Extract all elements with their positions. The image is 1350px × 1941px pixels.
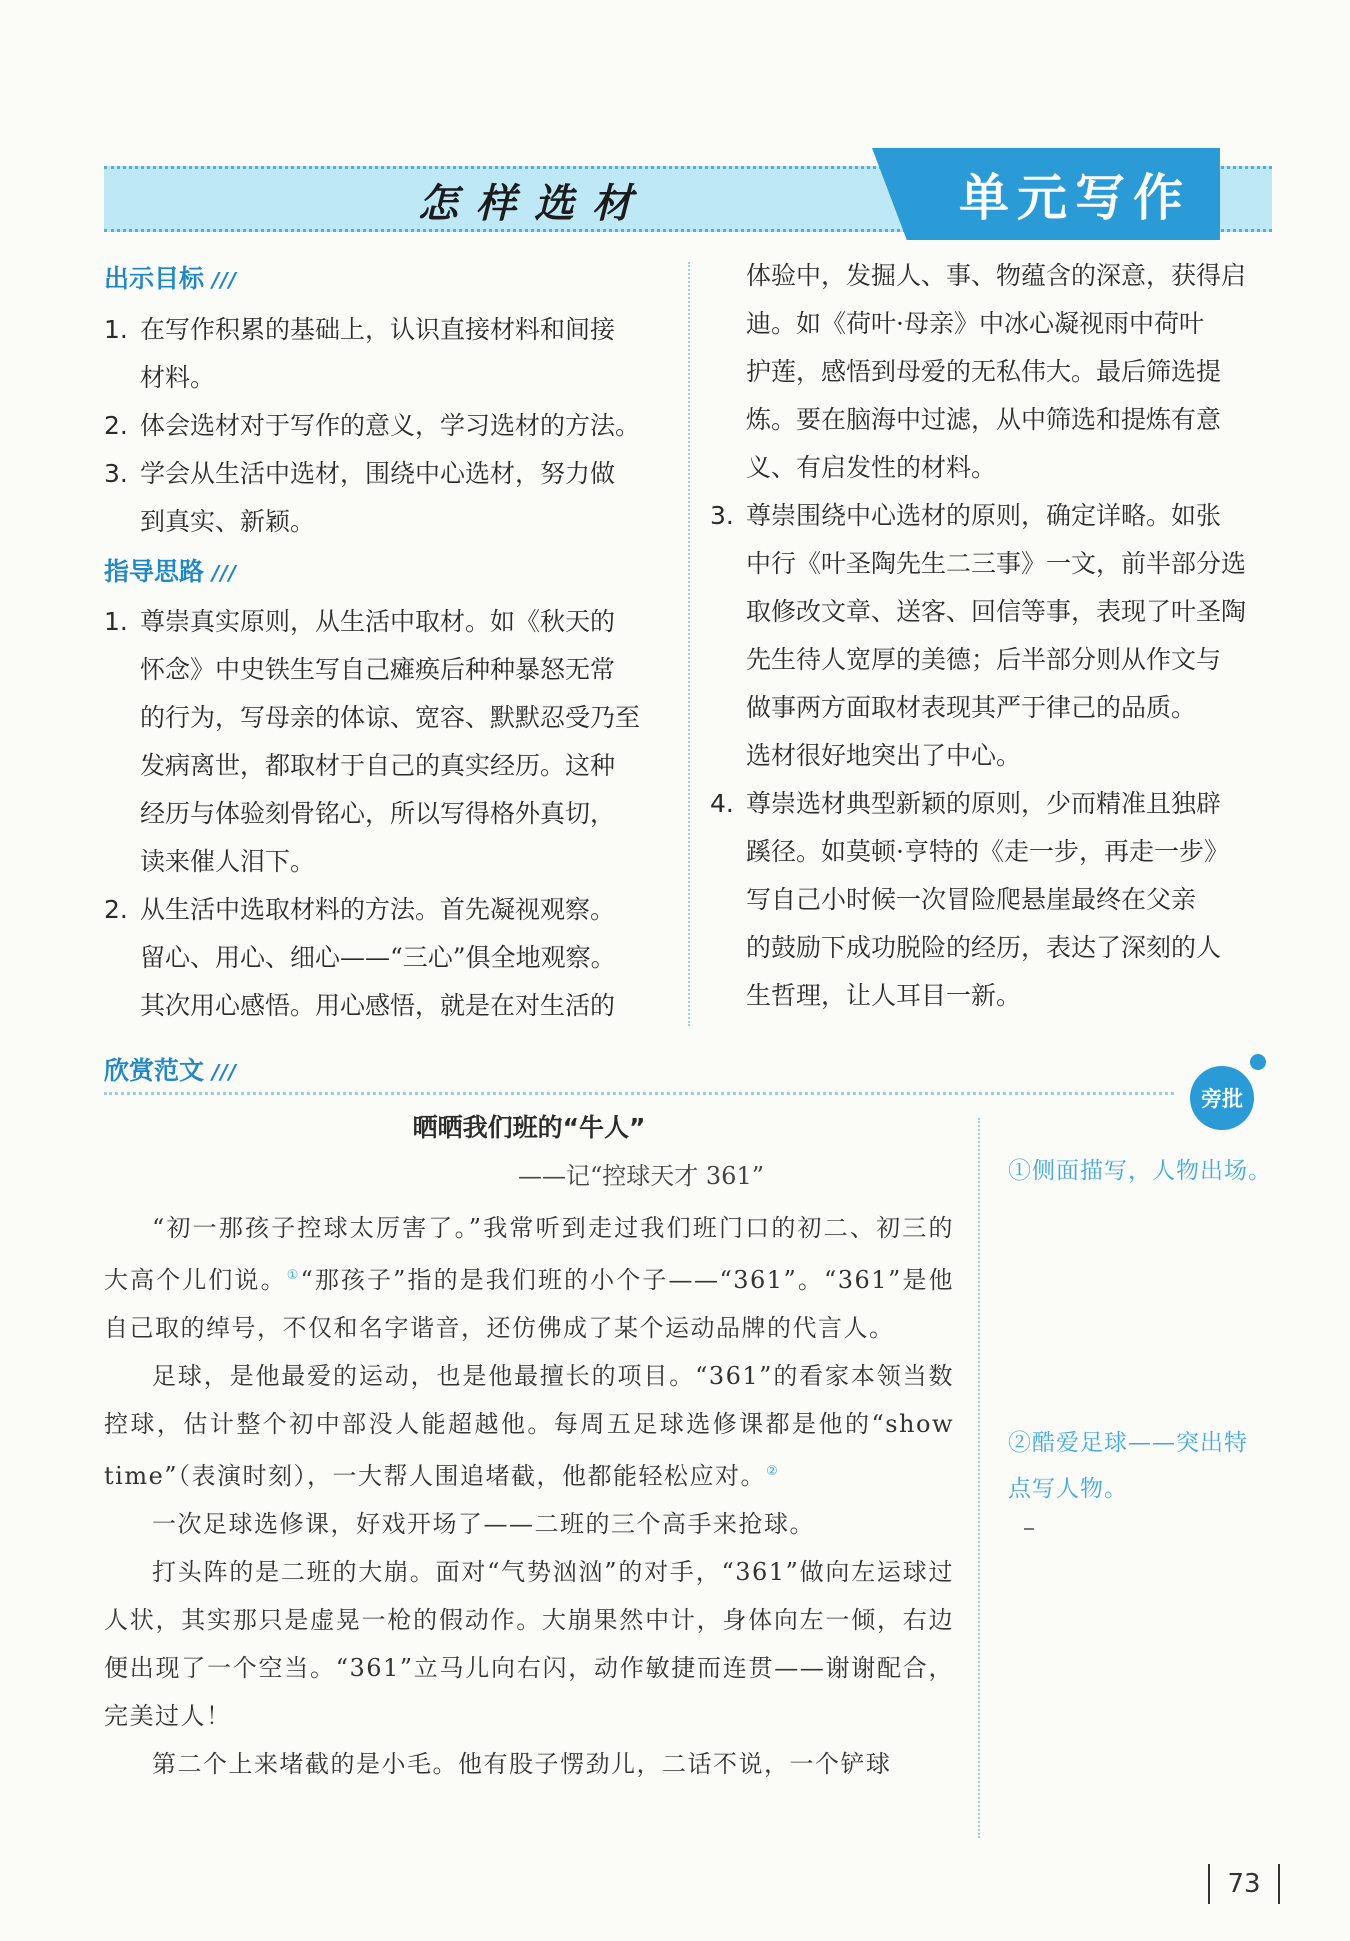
paragraph-text: 打头阵的是二班的大崩。面对“气势汹汹”的对手，“361”做向左运球过人状，其实那只是虚晃一枪的假动作。大崩果然中计，身体向左一倾，右边便出现了一个空当。“361”立马儿向右闪，动作敏捷而连贯——谢谢配合，完美过人！ [104,1558,954,1730]
unit-label: 单元写作 [959,169,1191,227]
goal-text [140,450,674,546]
guide-line: 尊崇真实原则，从生活中取材。如《秋天的 [140,607,616,636]
guide-line: 从生活中选取材料的方法。首先凝视观察。 [140,895,616,924]
guide-line: 尊崇围绕中心选材的原则，确定详略。如张 [746,501,1222,530]
guide-heading-text: 指导思路 [104,557,205,586]
guide-line: 写自己小时候一次冒险爬悬崖最终在父亲 [746,885,1197,914]
heading-slashes-icon: /// [212,268,237,292]
goal-line: 材料。 [140,363,216,392]
goals-list [104,306,674,546]
paragraph-text: “初一那孩子控球太厉害了。”我常听到走过我们班门口的初二、初三的大高个儿们说。 [104,1214,954,1294]
guide-line: 生哲理，让人耳目一新。 [746,981,1022,1010]
goal-item [104,402,674,450]
guide-list-left [104,598,674,1030]
essay-paragraph [104,1548,954,1740]
guide-line: 其次用心感悟。用心感悟，就是在对生活的 [140,991,616,1020]
heading-slashes-icon: /// [212,1060,237,1084]
side-note-line: 点写人物。 [1008,1476,1128,1502]
guide-number: 3. [710,501,734,530]
pen-mark [1024,1528,1034,1530]
guide-line: 中行《叶圣陶先生二三事》一文，前半部分选 [746,549,1247,578]
goal-number: 1. [104,315,128,344]
page-number: 73 [1208,1864,1280,1904]
goals-heading-text: 出示目标 [104,264,205,293]
essay-paragraph [104,1740,954,1788]
paragraph-text: 足球，是他最爱的运动，也是他最擅长的项目。“361”的看家本领当数控球，估计整个初中部没人能超越他。每周五足球选修课都是他的“show time”（表演时刻），一大帮人围追堵截，他都能轻松应对。 [104,1362,954,1490]
side-note-divider [978,1118,980,1838]
paragraph-text: 一次足球选修课，好戏开场了——二班的三个高手来抢球。 [152,1510,815,1538]
guide-text [140,886,674,1030]
appreciation-heading-text: 欣赏范文 [104,1056,205,1085]
guide-number: 4. [710,789,734,818]
guide-line: 怀念》中史铁生写自己瘫痪后种种暴怒无常 [140,655,616,684]
essay-paragraph [104,1204,954,1352]
side-note [1008,1420,1278,1512]
guide-item [710,492,1280,780]
goal-number: 3. [104,459,128,488]
goals-heading [104,262,237,297]
paragraph-text: “那孩子”指的是我们班的小个子——“361”。“361”是他自己取的绰号，不仅和名字谐音，还仿佛成了某个运动品牌的代言人。 [104,1266,955,1342]
guide-line: 发病离世，都取材于自己的真实经历。这种 [140,751,616,780]
guide-list-right [710,252,1280,1020]
guide-text [746,492,1280,780]
guide-line: 的鼓励下成功脱险的经历，表达了深刻的人 [746,933,1222,962]
badge-dot-icon [1250,1054,1266,1070]
guide-line: 义、有启发性的材料。 [746,453,997,482]
guide-text [746,780,1280,1020]
appreciation-heading [104,1054,237,1089]
essay-paragraph [104,1352,954,1500]
guide-line: 经历与体验刻骨铭心，所以写得格外真切， [140,799,616,828]
guide-line: 体验中，发掘人、事、物蕴含的深意，获得启 [746,261,1247,290]
guide-number: 1. [104,607,128,636]
side-note [1008,1148,1278,1194]
essay-subtitle: ——记“控球天才 361” [518,1162,764,1190]
guide-number: 2. [104,895,128,924]
goal-item [104,450,674,546]
section-title: 怎样选材 [418,179,650,227]
goal-number: 2. [104,411,128,440]
goal-line: 体会选材对于写作的意义，学习选材的方法。 [140,411,641,440]
section-divider [104,1092,1174,1095]
guide-line: 先生待人宽厚的美德；后半部分则从作文与 [746,645,1222,674]
goal-line: 到真实、新颖。 [140,507,316,536]
guide-line: 炼。要在脑海中过滤，从中筛选和提炼有意 [746,405,1222,434]
side-note-line: ②酷爱足球——突出特 [1008,1430,1248,1456]
guide-line: 迪。如《荷叶·母亲》中冰心凝视雨中荷叶 [746,309,1204,338]
guide-line: 选材很好地突出了中心。 [746,741,1022,770]
goal-item [104,306,674,402]
goal-text [140,402,674,450]
guide-line: 护莲，感悟到母爱的无私伟大。最后筛选提 [746,357,1222,386]
guide-line: 的行为，写母亲的体谅、宽容、默默忍受乃至 [140,703,641,732]
column-divider [688,262,690,1026]
guide-item [104,886,674,1030]
paragraph-text: 第二个上来堵截的是小毛。他有股子愣劲儿，二话不说，一个铲球 [152,1750,892,1778]
guide-item [710,780,1280,1020]
side-note-badge: 旁批 [1190,1066,1254,1130]
goal-line: 学会从生活中选材，围绕中心选材，努力做 [140,459,616,488]
guide-line: 留心、用心、细心——“三心”俱全地观察。 [140,943,616,972]
annotation-marker: ② [766,1464,780,1479]
side-note-line: ①侧面描写，人物出场。 [1008,1158,1272,1184]
guide-continuation [710,252,1280,492]
guide-line: 尊崇选材典型新颖的原则，少而精准且独辟 [746,789,1222,818]
guide-line: 读来催人泪下。 [140,847,316,876]
guide-item [104,598,674,886]
essay-paragraph [104,1500,954,1548]
guide-line: 蹊径。如莫顿·亨特的《走一步，再走一步》 [746,837,1229,866]
essay-body [104,1204,954,1788]
goal-text [140,306,674,402]
heading-slashes-icon: /// [212,561,237,585]
guide-text [140,598,674,886]
guide-heading [104,555,237,590]
annotation-marker: ① [286,1268,301,1283]
guide-line: 做事两方面取材表现其严于律己的品质。 [746,693,1197,722]
goal-line: 在写作积累的基础上，认识直接材料和间接 [140,315,616,344]
guide-line: 取修改文章、送客、回信等事，表现了叶圣陶 [746,597,1247,626]
essay-title: 晒晒我们班的“牛人” [412,1113,646,1142]
